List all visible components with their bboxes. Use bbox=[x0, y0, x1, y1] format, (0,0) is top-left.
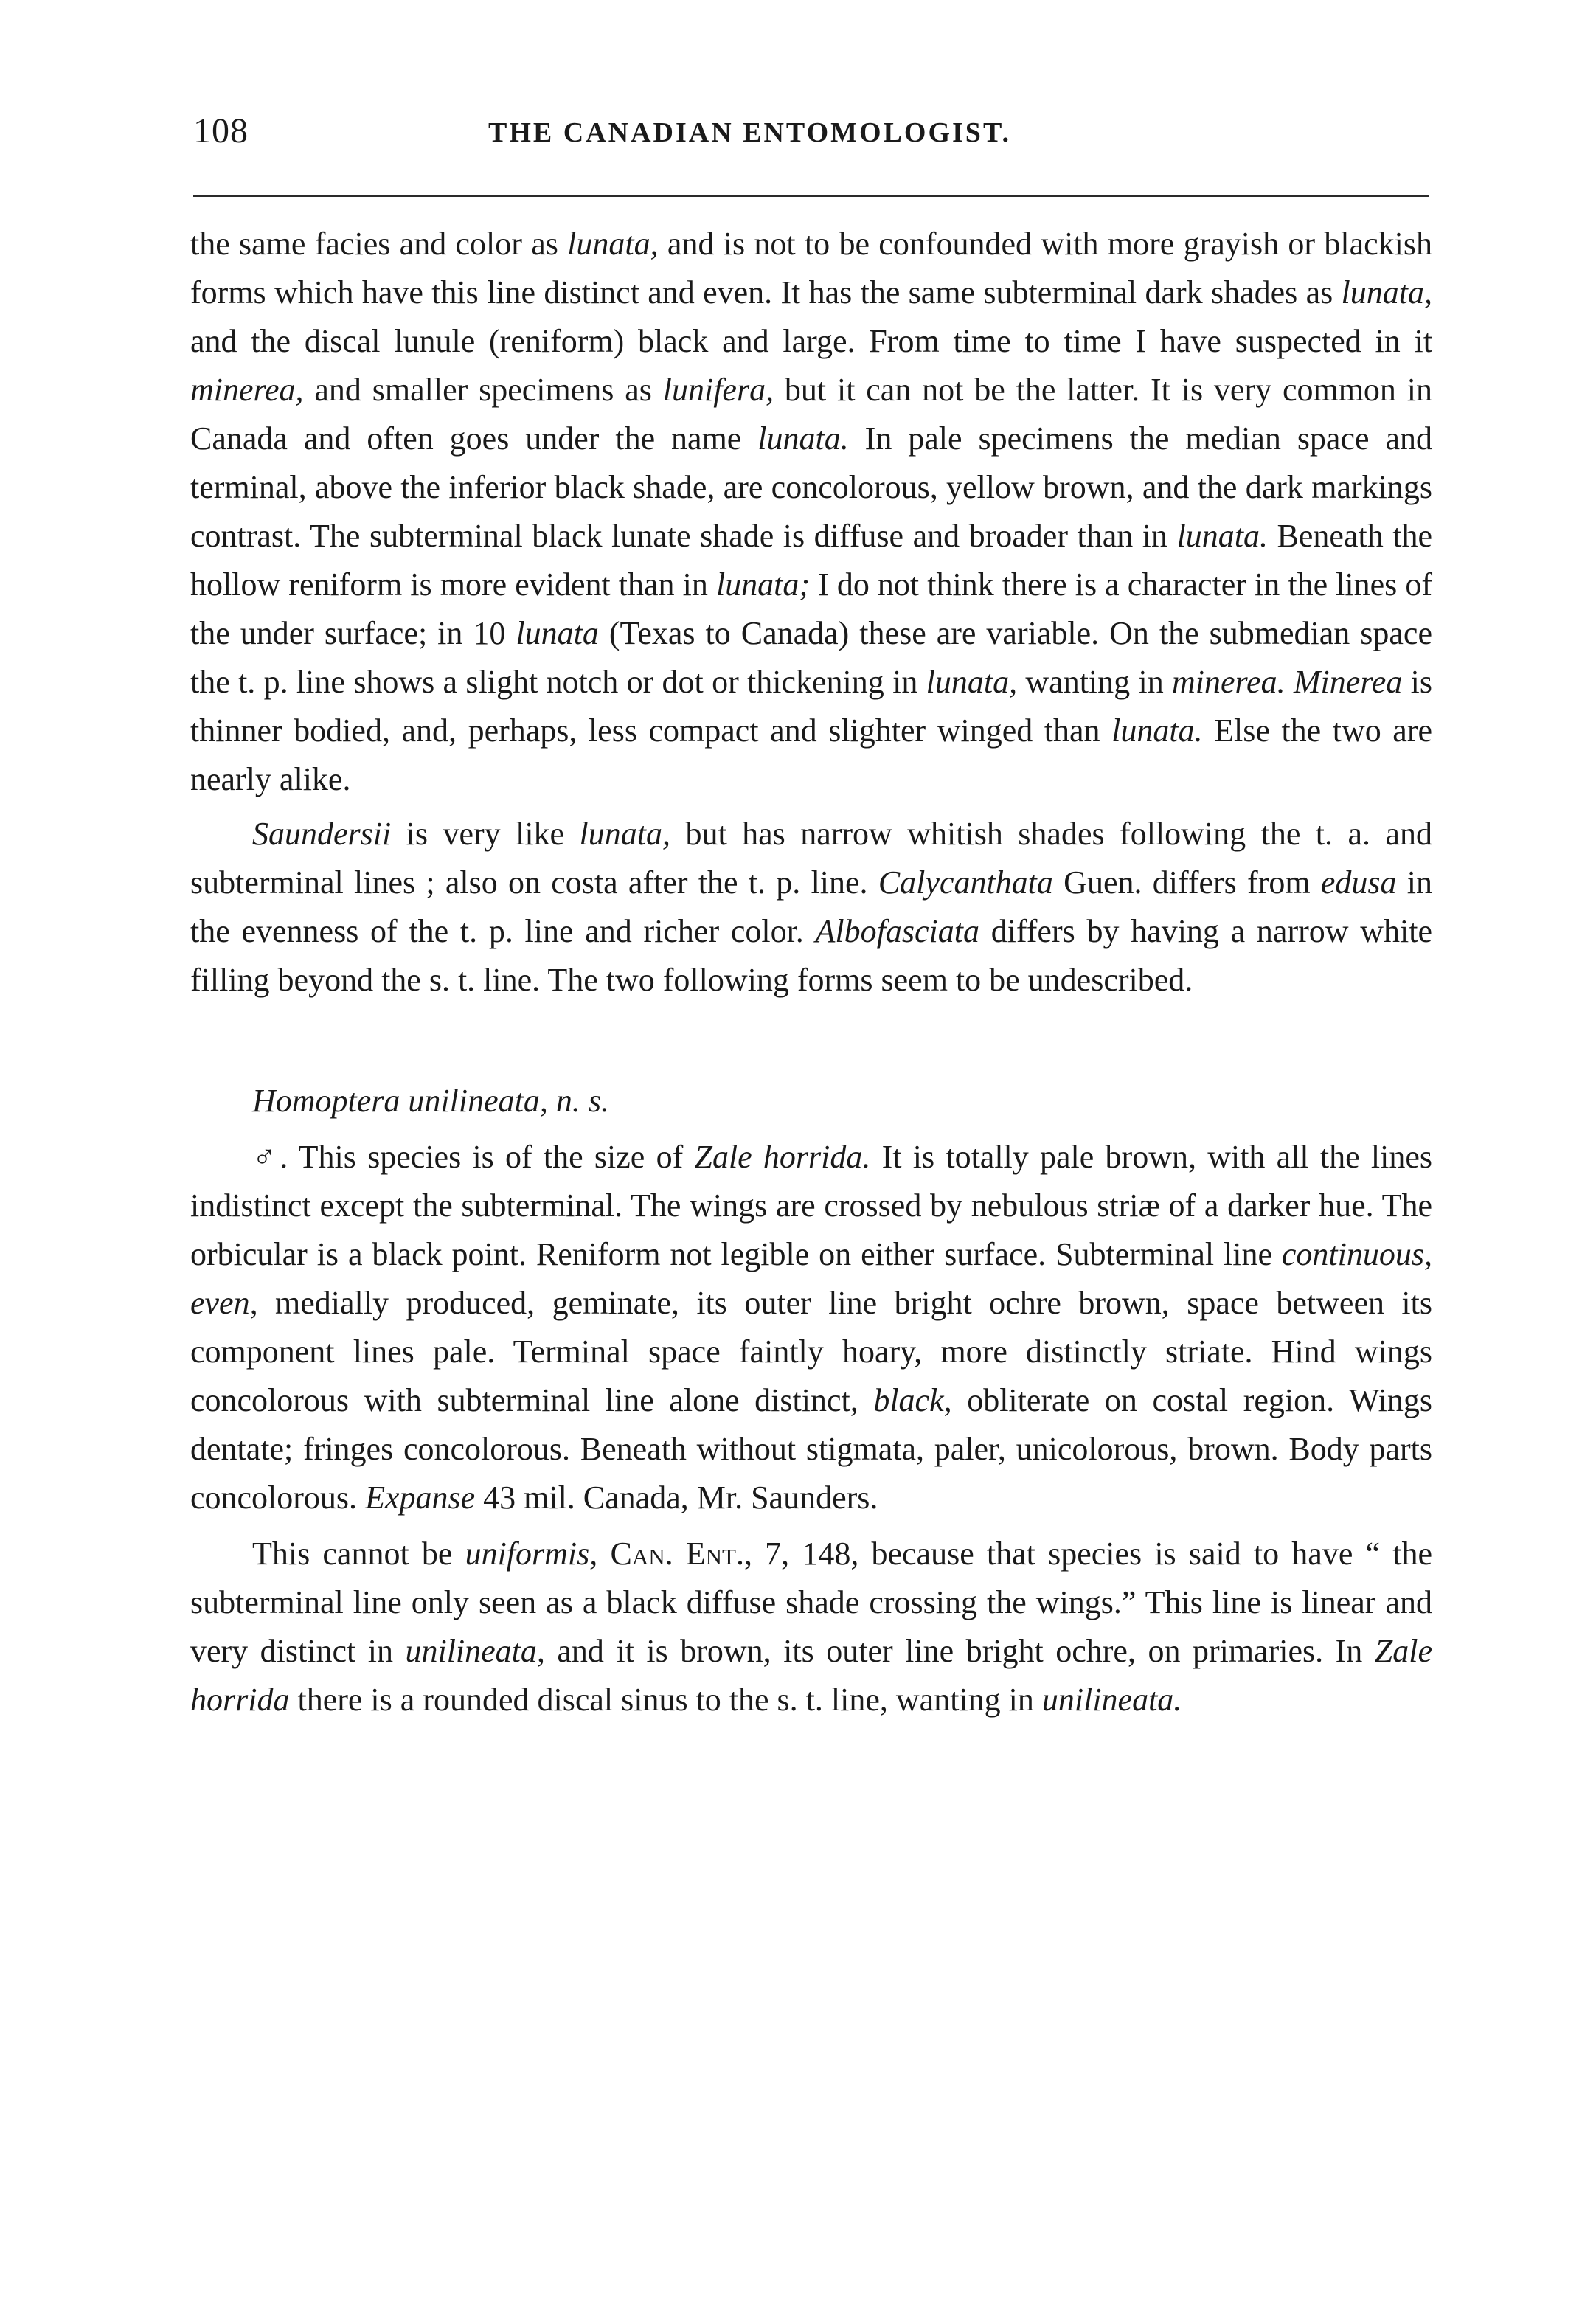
italic-text: unilineata, bbox=[405, 1633, 545, 1669]
text-run: It is totally pale brown, with all the lines indistinct except the subterminal. The wings are crossed by nebulous striæ of a darker hue. The orbicular is a black point. Reniform not legible on either surface. Subterminal line bbox=[190, 1139, 1432, 1272]
text-run: 7, 148, because that species is said to have “ the subterminal line only seen as a black diffuse shade crossing the wings.” This line is linear and very distinct in bbox=[190, 1536, 1432, 1669]
text-run: is very like bbox=[391, 816, 580, 852]
italic-text: minerea. bbox=[1172, 664, 1286, 700]
italic-text: edusa bbox=[1320, 864, 1397, 901]
text-run: Guen. differs from bbox=[1052, 864, 1321, 901]
text-run: wanting in bbox=[1017, 664, 1173, 700]
text-run: Else the two are nearly alike. bbox=[190, 712, 1433, 797]
text-run: Beneath the hollow reniform is more evident than in bbox=[190, 518, 1432, 603]
italic-text: lunata. bbox=[1176, 518, 1269, 554]
italic-text: Albofasciata bbox=[815, 913, 979, 949]
text-run: Homoptera unilineata, n. s. bbox=[252, 1083, 609, 1119]
text-run: 43 mil. Canada, Mr. Saunders. bbox=[475, 1480, 878, 1516]
text-run: but has narrow whitish shades following the t. a. and subterminal lines ; also on costa after the t. p. line. bbox=[190, 816, 1432, 901]
italic-text: Zale horrida. bbox=[694, 1139, 871, 1175]
italic-text: lunata, bbox=[567, 226, 659, 262]
italic-text: continuous, even, bbox=[190, 1236, 1432, 1321]
text-run: In pale specimens the median space and terminal, above the inferior black shade, are concolorous, yellow brown, and the dark markings contrast. The subterminal black lunate shade is diffuse and broader than in bbox=[190, 420, 1432, 554]
text-run: there is a rounded discal sinus to the s. t. line, wanting in bbox=[289, 1682, 1042, 1718]
italic-text: unilineata. bbox=[1041, 1682, 1182, 1718]
italic-text: lunifera, bbox=[662, 372, 774, 408]
running-title: THE CANADIAN ENTOMOLOGIST. bbox=[488, 117, 1011, 148]
text-run: and it is brown, its outer line bright ochre, on primaries. In bbox=[544, 1633, 1375, 1669]
page-number: 108 bbox=[193, 111, 249, 150]
header-rule bbox=[193, 195, 1429, 197]
italic-text: lunata, bbox=[926, 664, 1018, 700]
text-run bbox=[597, 1536, 610, 1572]
text-run: and the discal lunule (reniform) black and large. From time to time I have suspected in it bbox=[190, 323, 1432, 359]
text-run: This cannot be bbox=[252, 1536, 465, 1572]
text-run: the same facies and color as bbox=[190, 226, 568, 262]
text-run: obliterate on costal region. Wings dentate; fringes concolorous. Beneath without stigmata, paler, unicolorous, brown. Body parts concolorous. bbox=[190, 1382, 1433, 1516]
italic-text: lunata, bbox=[579, 816, 670, 852]
italic-text: Zale horrida bbox=[190, 1633, 1432, 1718]
text-run: and is not to be confounded with more grayish or blackish forms which have this line distinct and even. It has the same subterminal dark shades as bbox=[190, 226, 1432, 311]
text-run: and smaller specimens as bbox=[303, 372, 663, 408]
italic-text: Calycanthata bbox=[878, 864, 1053, 901]
italic-text: minerea, bbox=[190, 372, 304, 408]
paragraph bbox=[190, 220, 1432, 804]
text-run: ♂. This species is of the size of bbox=[252, 1139, 695, 1175]
text-run: medially produced, geminate, its outer line bright ochre brown, space between its component lines pale. Terminal space faintly hoary, more distinctly striate. Hind wings concolorous with subterminal line alone distinct, bbox=[190, 1285, 1432, 1418]
italic-text: black, bbox=[873, 1382, 952, 1418]
text-run: but it can not be the latter. It is very common in Canada and often goes under the name bbox=[190, 372, 1432, 457]
text-run: differs by having a narrow white filling beyond the s. t. line. The two following forms seem to be undescribed. bbox=[190, 913, 1432, 998]
italic-text: lunata, bbox=[1341, 274, 1432, 311]
small-caps-text: Can. Ent., bbox=[610, 1536, 752, 1572]
paragraph bbox=[190, 1133, 1432, 1522]
italic-text: lunata. bbox=[757, 420, 849, 457]
text-run: (Texas to Canada) these are variable. On the submedian space the t. p. line shows a slight notch or dot or thickening in bbox=[190, 615, 1432, 700]
text-run: is thinner bodied, and, perhaps, less compact and slighter winged than bbox=[190, 664, 1433, 749]
paragraph bbox=[190, 1530, 1432, 1724]
species-heading bbox=[190, 1077, 1432, 1125]
italic-text: lunata; bbox=[715, 566, 811, 603]
italic-text: lunata. bbox=[1111, 712, 1203, 749]
italic-text: lunata bbox=[516, 615, 599, 651]
text-run bbox=[1286, 664, 1294, 700]
italic-text: Minerea bbox=[1293, 664, 1403, 700]
body-text bbox=[190, 220, 1432, 1724]
italic-text: uniformis, bbox=[465, 1536, 598, 1572]
italic-text: Expanse bbox=[365, 1480, 476, 1516]
italic-text: Saundersii bbox=[252, 816, 392, 852]
page-header bbox=[193, 109, 1432, 161]
paragraph bbox=[190, 810, 1432, 1005]
text-run: I do not think there is a character in the lines of the under surface; in 10 bbox=[190, 566, 1433, 651]
text-run: in the evenness of the t. p. line and richer color. bbox=[190, 864, 1432, 949]
